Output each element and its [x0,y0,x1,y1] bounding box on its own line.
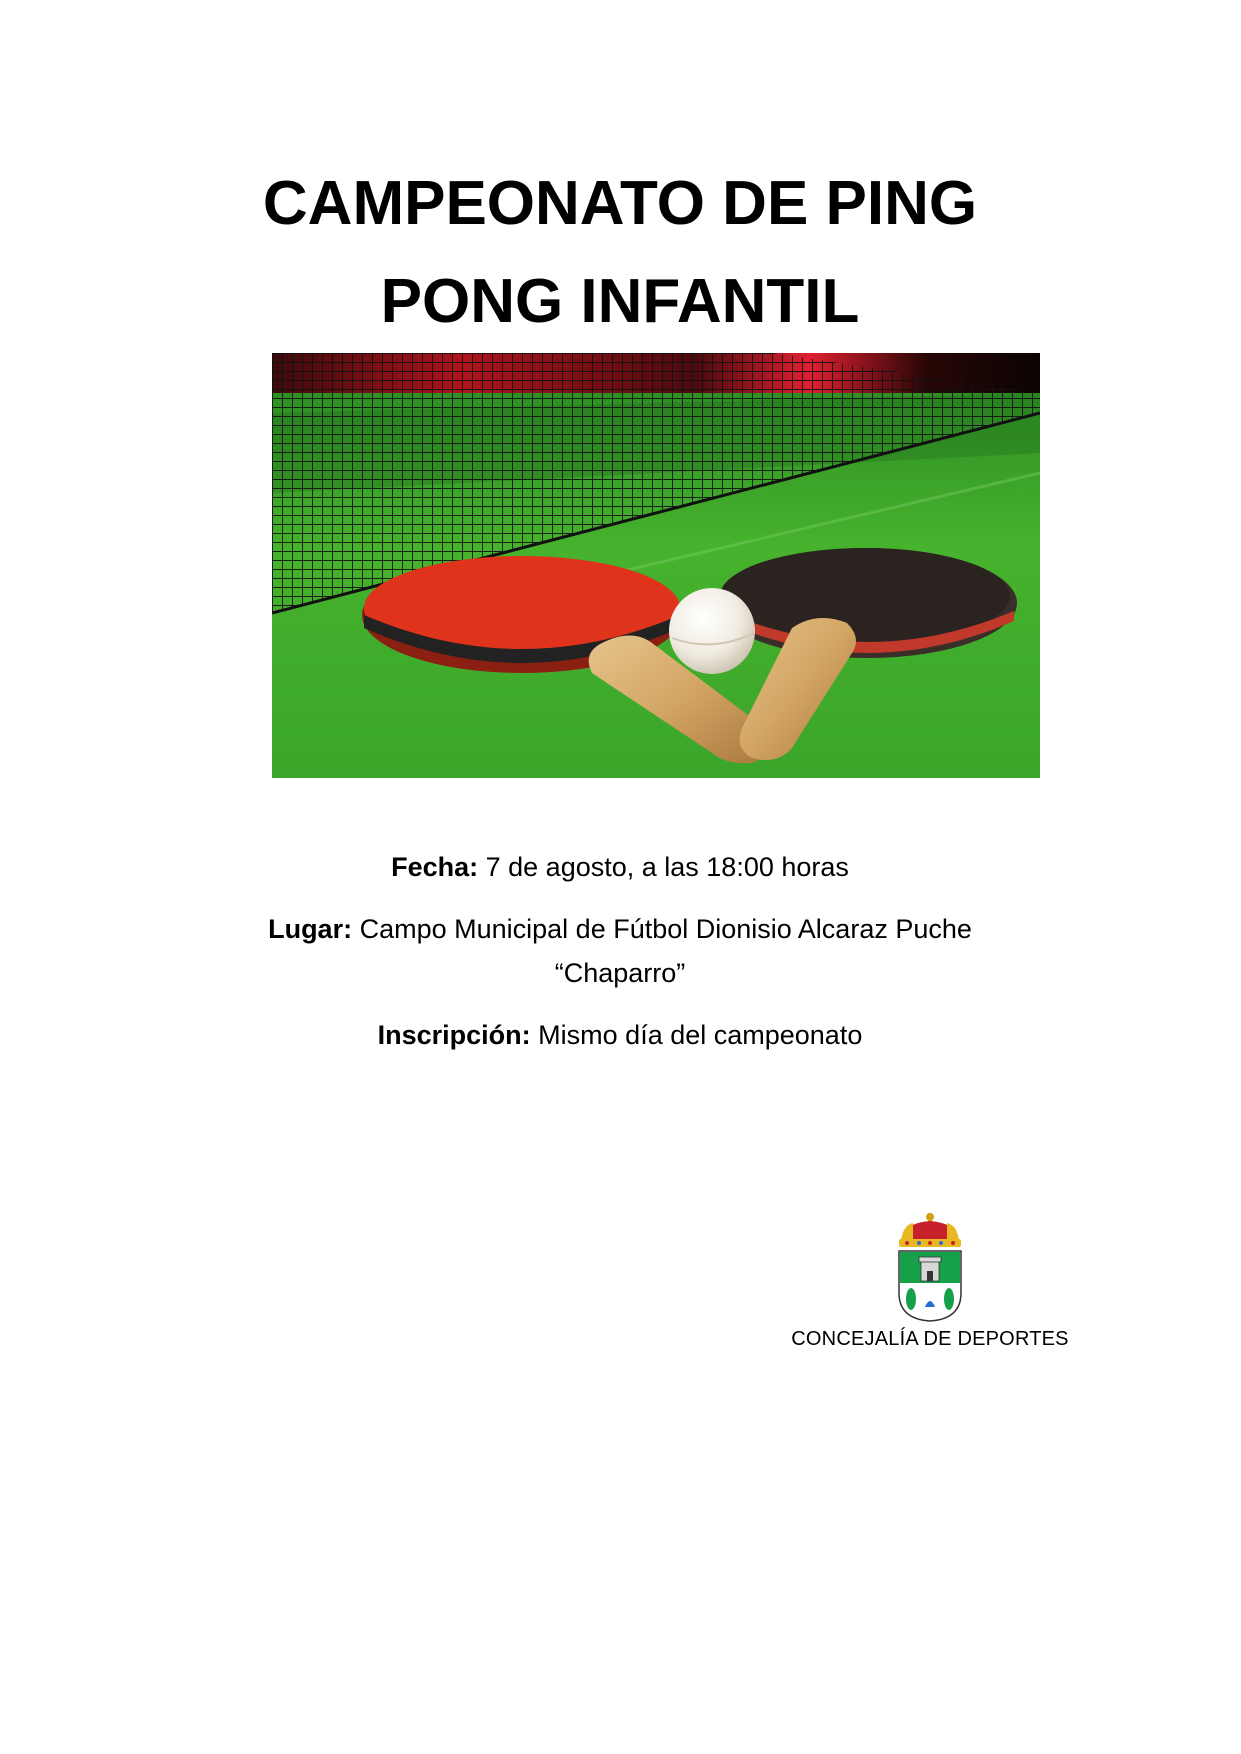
poster-title [150,155,1090,351]
date-row [200,845,1040,889]
poster-title-line-1: CAMPEONATO DE PING [262,169,978,238]
registration-value: Mismo día del campeonato [530,1020,863,1050]
municipal-coat-of-arms [893,1211,967,1323]
registration-row [200,1013,1040,1057]
department-name: CONCEJALÍA DE DEPORTES [791,1328,1069,1350]
date-label: Fecha: [391,852,479,882]
place-label: Lugar: [268,914,353,944]
event-details [200,845,1040,1075]
place-value-line-2: “Chaparro” [554,958,686,988]
poster-title-line-2: PONG INFANTIL [380,267,860,336]
registration-label: Inscripción: [377,1020,531,1050]
date-value: 7 de agosto, a las 18:00 horas [478,852,849,882]
place-value: Campo Municipal de Fútbol Dionisio Alcaraz Puche [352,914,972,944]
place-row [200,907,1040,951]
ping-pong-photo [272,353,1040,778]
place-row-continued [200,951,1040,995]
